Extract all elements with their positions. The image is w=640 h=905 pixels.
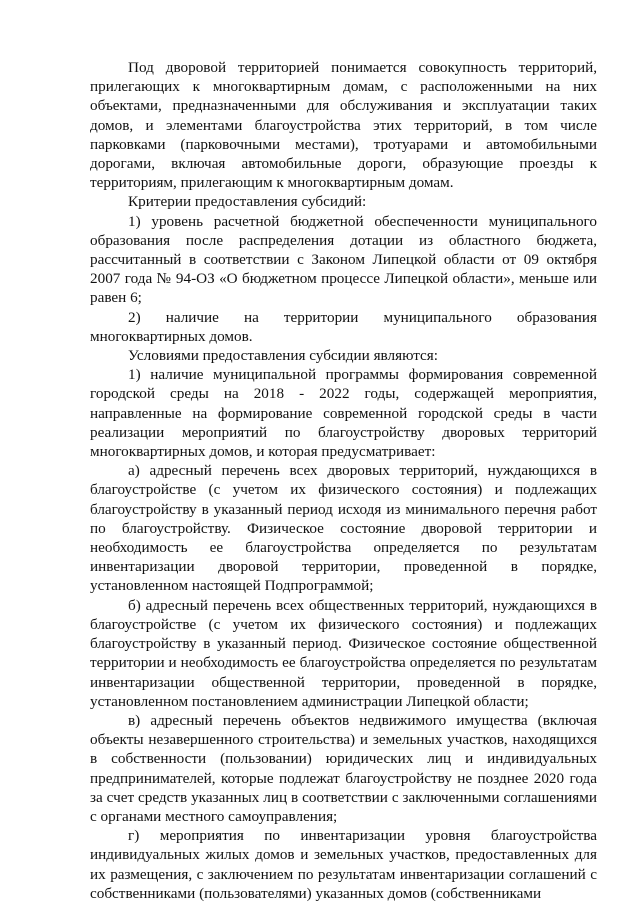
document-page (90, 58, 597, 903)
paragraph-item-v: в) адресный перечень объектов недвижимого имущества (включая объекты незавершенного строительства) и земельных участков, находящихся в собственности (пользовании) юридических лиц и индивидуальных предпринимателей, которые подлежат благоустройству не позднее 2020 года за счет средств указанных лиц в соответствии с заключенными соглашениями с органами местного самоуправления; (90, 711, 597, 825)
paragraph-item-g: г) мероприятия по инвентаризации уровня благоустройства индивидуальных жилых домов и земельных участков, предоставленных для их размещения, с заключением по результатам инвентаризации соглашений с собственниками (пользователями) указанных домов (собственниками (90, 827, 597, 902)
paragraph-subsidy-criteria-heading: Критерии предоставления субсидий: (128, 193, 367, 211)
paragraph-criterion-2: 2) наличие на территории муниципального образования многоквартирных домов. (90, 308, 597, 345)
paragraph-criterion-1: 1) уровень расчетной бюджетной обеспеченности муниципального образования после распределения дотации из областного бюджета, рассчитанный в соответствии с Законом Липецкой области от 09 октября 2007 года № 94-ОЗ «О бюджетном процессе Липецкой области», меньше или равен 6; (90, 212, 597, 307)
paragraph-item-a: а) адресный перечень всех дворовых территорий, нуждающихся в благоустройстве (с учетом их физического состояния) и подлежащих благоустройству в указанный период исходя из минимального перечня работ по благоустройству. Физическое состояние дворовой территории и необходимость ее благоустройства определяется по результатам инвентаризации дворовой территории, проведенной в порядке, установленном настоящей Подпрограммой; (90, 462, 597, 595)
paragraph-condition-1: 1) наличие муниципальной программы формирования современной городской среды на 2018 - 2022 годы, содержащей мероприятия, направленные на формирование современной городской среды в части реализации мероприятий по благоустройству дворовых территорий многоквартирных домов, и которая предусматривает: (90, 366, 597, 461)
paragraph-courtyard-definition: Под дворовой территорией понимается совокупность территорий, прилегающих к многоквартирным домам, с расположенными на них объектами, предназначенными для обслуживания и эксплуатации таких домов, и элементами благоустройства этих территорий, в том числе парковками (парковочными местами), тротуарами и автомобильными дорогами, включая автомобильные дороги, образующие проезды к территориям, прилегающим к многоквартирным домам. (90, 59, 597, 192)
paragraph-conditions-heading: Условиями предоставления субсидии являются: (128, 347, 438, 365)
paragraph-item-b: б) адресный перечень всех общественных территорий, нуждающихся в благоустройстве (с учетом их физического состояния) и подлежащих благоустройству в указанный период. Физическое состояние общественной территории и необходимость ее благоустройства определяется по результатам инвентаризации общественной территории, проведенной в порядке, установленном постановлением администрации Липецкой области; (90, 596, 597, 710)
